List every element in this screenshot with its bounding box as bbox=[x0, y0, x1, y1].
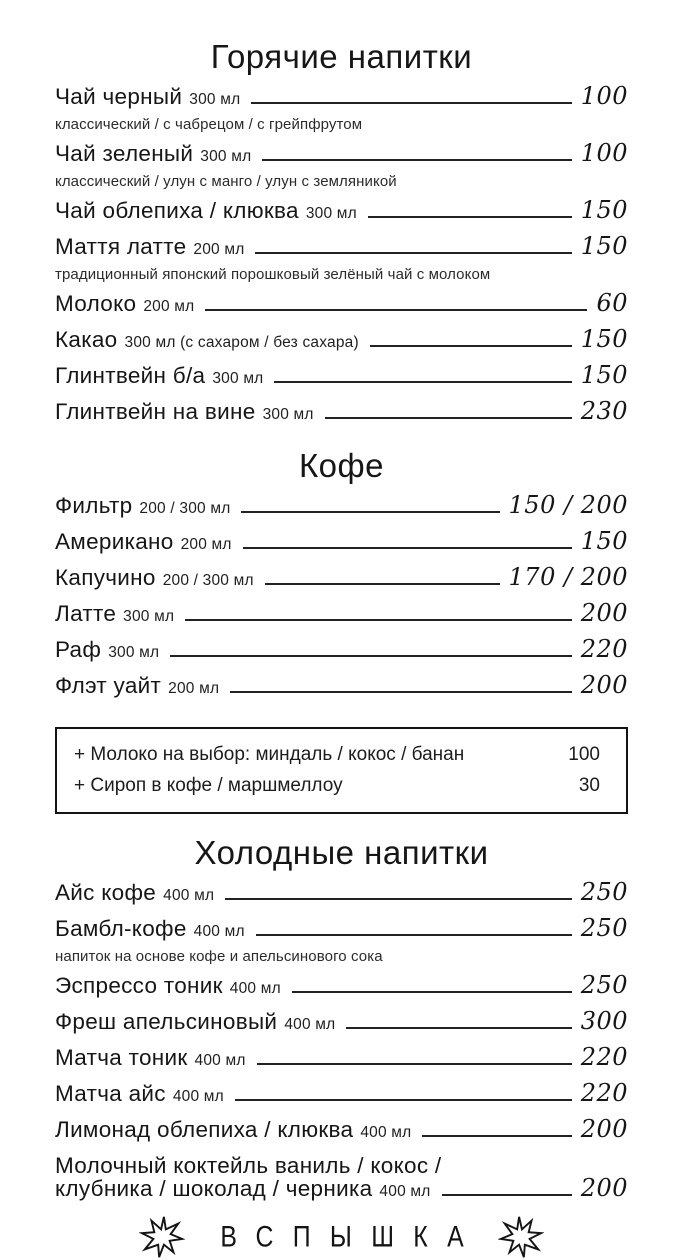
item-name: Айс кофе bbox=[55, 880, 157, 905]
starburst-left-icon bbox=[139, 1214, 185, 1260]
menu-item bbox=[55, 198, 628, 226]
menu-item bbox=[55, 1081, 628, 1109]
item-size: 300 мл bbox=[305, 205, 357, 222]
menu-item bbox=[55, 1153, 628, 1204]
menu-item-row bbox=[55, 1045, 628, 1073]
starburst-right-icon bbox=[498, 1214, 544, 1260]
item-name: Эспрессо тоник bbox=[55, 973, 223, 998]
menu-item bbox=[55, 916, 628, 965]
item-name: Бамбл-кофе bbox=[55, 916, 187, 941]
item-price: 150 bbox=[580, 361, 628, 389]
leader-line bbox=[205, 309, 587, 311]
menu-item-line1 bbox=[55, 1153, 628, 1178]
item-price: 150 bbox=[580, 196, 628, 224]
item-price: 200 bbox=[580, 1115, 628, 1143]
leader-line bbox=[370, 345, 572, 347]
item-price: 170 / 200 bbox=[508, 563, 628, 591]
menu-item bbox=[55, 84, 628, 133]
leader-line bbox=[265, 583, 500, 585]
menu-section bbox=[55, 38, 628, 427]
menu-item-row bbox=[55, 1081, 628, 1109]
menu-item-row bbox=[55, 673, 628, 701]
item-size: 400 мл bbox=[360, 1124, 412, 1141]
leader-line bbox=[257, 1063, 572, 1065]
item-price: 200 bbox=[580, 599, 628, 627]
item-name: Матча тоник bbox=[55, 1045, 188, 1070]
item-price: 250 bbox=[580, 971, 628, 999]
addon-label: + Сироп в кофе / маршмеллоу bbox=[74, 775, 343, 796]
leader-line bbox=[325, 417, 572, 419]
item-size: 200 / 300 мл bbox=[139, 500, 231, 517]
menu-item-row bbox=[55, 565, 628, 593]
item-size: 300 мл bbox=[212, 370, 264, 387]
addon-price: 100 bbox=[568, 744, 600, 765]
leader-line bbox=[241, 511, 499, 513]
item-size: 400 мл bbox=[229, 980, 281, 997]
menu-item bbox=[55, 291, 628, 319]
leader-line bbox=[262, 159, 571, 161]
menu-item bbox=[55, 1009, 628, 1037]
item-name: Глинтвейн на вине bbox=[55, 399, 256, 424]
addon-row bbox=[74, 773, 600, 799]
leader-line bbox=[292, 991, 572, 993]
item-name: Чай зеленый bbox=[55, 141, 194, 166]
addon-label: + Молоко на выбор: миндаль / кокос / банан bbox=[74, 744, 465, 765]
item-size: 400 мл bbox=[284, 1016, 336, 1033]
menu-sections bbox=[55, 38, 628, 1204]
item-size: 300 мл (с сахаром / без сахара) bbox=[124, 334, 359, 351]
menu-item bbox=[55, 673, 628, 701]
item-price: 150 bbox=[580, 232, 628, 260]
item-size: 200 мл bbox=[143, 298, 195, 315]
item-price: 220 bbox=[580, 1043, 628, 1071]
section-title: Кофе bbox=[298, 447, 385, 484]
item-price: 230 bbox=[580, 397, 628, 425]
item-price: 200 bbox=[580, 1174, 628, 1202]
item-name: Матча айс bbox=[55, 1081, 166, 1106]
menu-item-row bbox=[55, 1009, 628, 1037]
leader-line bbox=[235, 1099, 572, 1101]
menu-item-row bbox=[55, 234, 628, 262]
menu-section bbox=[55, 447, 628, 814]
addon-row bbox=[74, 742, 600, 768]
item-size: 300 мл bbox=[262, 406, 314, 423]
item-name: Капучино bbox=[55, 565, 156, 590]
menu-item bbox=[55, 1045, 628, 1073]
menu-item bbox=[55, 637, 628, 665]
menu-item bbox=[55, 880, 628, 908]
item-size: 200 мл bbox=[168, 680, 220, 697]
item-name: Лимонад облепиха / клюква bbox=[55, 1117, 354, 1142]
item-description: традиционный японский порошковый зелёный чай с молоком bbox=[55, 266, 491, 283]
item-name: Фильтр bbox=[55, 493, 133, 518]
menu-item-row bbox=[55, 141, 628, 169]
menu-item-row bbox=[55, 973, 628, 1001]
menu-item-row bbox=[55, 601, 628, 629]
item-name: Молоко bbox=[55, 291, 137, 316]
leader-line bbox=[225, 898, 571, 900]
leader-line bbox=[170, 655, 571, 657]
item-name: Молочный коктейль ваниль / кокос / bbox=[55, 1153, 442, 1178]
item-price: 100 bbox=[580, 82, 628, 110]
item-name: Глинтвейн б/а bbox=[55, 363, 206, 388]
item-size: 400 мл bbox=[163, 887, 215, 904]
item-size: 200 / 300 мл bbox=[162, 572, 254, 589]
menu-item-row bbox=[55, 84, 628, 112]
item-size: 300 мл bbox=[189, 91, 241, 108]
menu-item-row bbox=[55, 493, 628, 521]
item-name: Чай облепиха / клюква bbox=[55, 198, 299, 223]
item-size: 200 мл bbox=[193, 241, 245, 258]
menu-item bbox=[55, 234, 628, 283]
leader-line bbox=[346, 1027, 571, 1029]
menu-item bbox=[55, 141, 628, 190]
menu-item bbox=[55, 973, 628, 1001]
item-size: 400 мл bbox=[172, 1088, 224, 1105]
item-size: 400 мл bbox=[379, 1183, 431, 1200]
item-name: Чай черный bbox=[55, 84, 183, 109]
item-size: 300 мл bbox=[123, 608, 175, 625]
menu-item bbox=[55, 493, 628, 521]
item-name: Латте bbox=[55, 601, 117, 626]
leader-line bbox=[243, 547, 572, 549]
item-size: 300 мл bbox=[108, 644, 160, 661]
item-size: 400 мл bbox=[193, 923, 245, 940]
brand-logo bbox=[55, 1214, 628, 1260]
leader-line bbox=[230, 691, 571, 693]
section-title: Горячие напитки bbox=[210, 38, 473, 75]
item-price: 150 / 200 bbox=[508, 491, 628, 519]
item-price: 300 bbox=[580, 1007, 628, 1035]
item-size: 400 мл bbox=[194, 1052, 246, 1069]
item-price: 220 bbox=[580, 635, 628, 663]
item-size: 200 мл bbox=[180, 536, 232, 553]
menu-item-row bbox=[55, 1117, 628, 1145]
item-price: 200 bbox=[580, 671, 628, 699]
leader-line bbox=[368, 216, 572, 218]
leader-line bbox=[422, 1135, 571, 1137]
item-description: классический / улун с манго / улун с земляникой bbox=[55, 173, 397, 190]
item-name: Фреш апельсиновый bbox=[55, 1009, 278, 1034]
leader-line bbox=[185, 619, 571, 621]
item-price: 250 bbox=[580, 878, 628, 906]
item-price: 100 bbox=[580, 139, 628, 167]
leader-line bbox=[442, 1194, 572, 1196]
item-size: 300 мл bbox=[200, 148, 252, 165]
menu-item bbox=[55, 327, 628, 355]
menu-item-row bbox=[55, 916, 628, 944]
item-name: Маття латте bbox=[55, 234, 187, 259]
leader-line bbox=[255, 252, 571, 254]
item-name: Флэт уайт bbox=[55, 673, 162, 698]
menu-item-row bbox=[55, 327, 628, 355]
menu-item bbox=[55, 1117, 628, 1145]
menu-item-row bbox=[55, 198, 628, 226]
item-name: Раф bbox=[55, 637, 102, 662]
menu-item bbox=[55, 529, 628, 557]
leader-line bbox=[274, 381, 571, 383]
section-title: Холодные напитки bbox=[194, 834, 489, 871]
item-price: 60 bbox=[596, 289, 628, 317]
item-description: классический / с чабрецом / с грейпфрутом bbox=[55, 116, 363, 133]
item-description: напиток на основе кофе и апельсинового сока bbox=[55, 948, 383, 965]
menu-item-row bbox=[55, 363, 628, 391]
brand-name: ВСПЫШКА bbox=[220, 1220, 484, 1253]
menu-item-row bbox=[55, 529, 628, 557]
menu-item bbox=[55, 399, 628, 427]
addon-price: 30 bbox=[578, 775, 600, 796]
menu-item bbox=[55, 565, 628, 593]
item-price: 150 bbox=[580, 325, 628, 353]
item-name: Американо bbox=[55, 529, 174, 554]
leader-line bbox=[251, 102, 571, 104]
menu-section bbox=[55, 834, 628, 1204]
item-name-continued: клубника / шоколад / черника bbox=[55, 1176, 373, 1201]
item-price: 220 bbox=[580, 1079, 628, 1107]
menu-item-row bbox=[55, 637, 628, 665]
menu-item bbox=[55, 601, 628, 629]
menu-item bbox=[55, 363, 628, 391]
leader-line bbox=[256, 934, 572, 936]
addons-box bbox=[55, 727, 628, 814]
menu-item-row bbox=[55, 291, 628, 319]
item-name: Какао bbox=[55, 327, 118, 352]
item-price: 150 bbox=[580, 527, 628, 555]
menu-item-row bbox=[55, 399, 628, 427]
menu-item-row bbox=[55, 880, 628, 908]
item-price: 250 bbox=[580, 914, 628, 942]
